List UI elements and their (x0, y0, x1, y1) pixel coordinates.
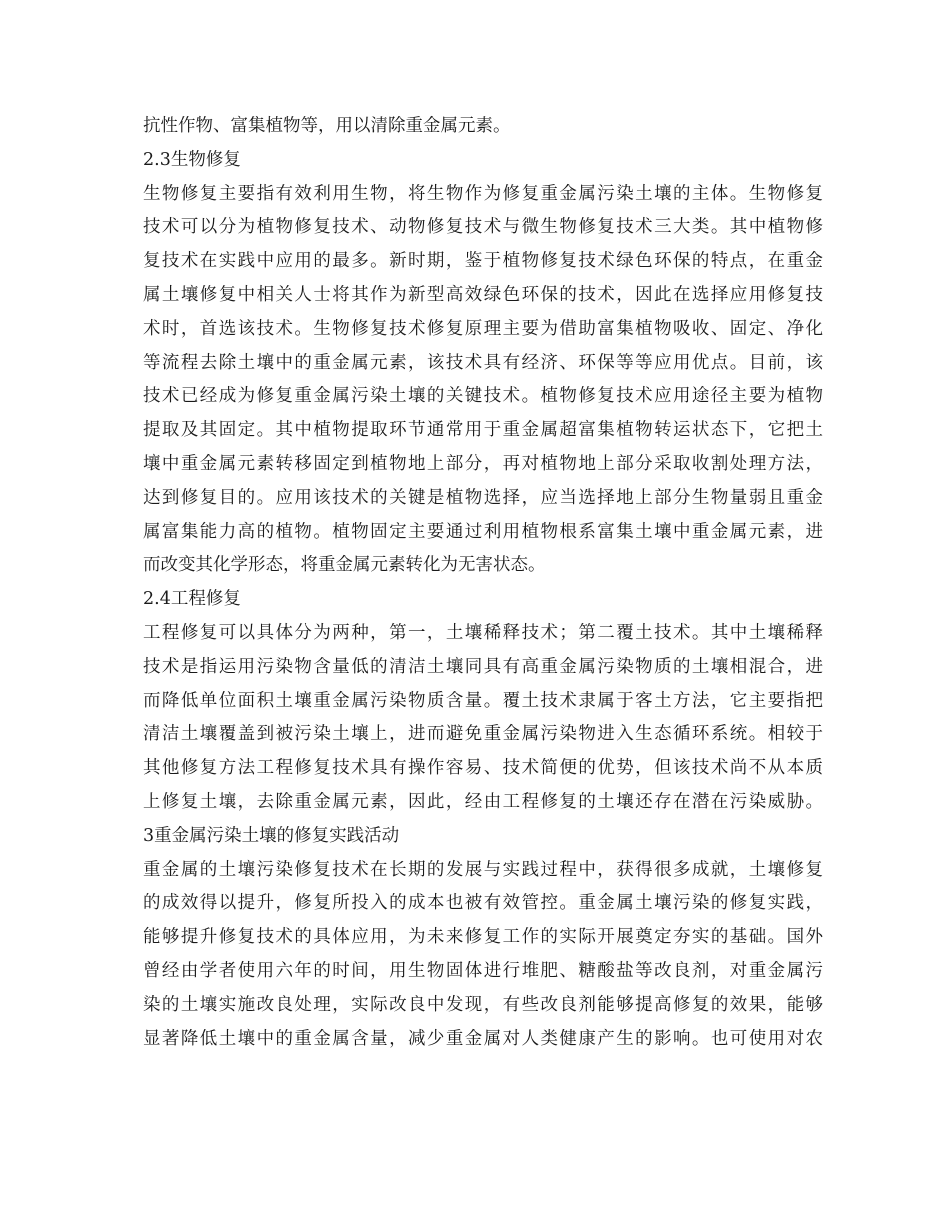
text-line: 技术是指运用污染物含量低的清洁土壤同具有高重金属污染物质的土壤相混合，进 (143, 656, 823, 677)
text-line: 显著降低土壤中的重金属含量，减少重金属对人类健康产生的影响。也可使用对农 (143, 1028, 823, 1049)
section-heading-3: 3重金属污染土壤的修复实践活动 (143, 825, 400, 846)
document-body (143, 110, 823, 1056)
text-line: 复技术在实践中应用的最多。新时期，鉴于植物修复技术绿色环保的特点，在重金 (143, 251, 823, 272)
text-line: 提取及其固定。其中植物提取环节通常用于重金属超富集植物转运状态下，它把土 (143, 420, 823, 441)
text-line: 而降低单位面积土壤重金属污染物质含量。覆土技术隶属于客土方法，它主要指把 (143, 690, 823, 711)
text-line: 染的土壤实施改良处理，实际改良中发现，有些改良剂能够提高修复的效果，能够 (143, 994, 823, 1015)
section-heading-2-3: 2.3生物修复 (143, 149, 241, 170)
text-line: 属富集能力高的植物。植物固定主要通过利用植物根系富集土壤中重金属元素，进 (143, 521, 823, 542)
text-line: 能够提升修复技术的具体应用，为未来修复工作的实际开展奠定夯实的基础。国外 (143, 927, 823, 948)
text-line: 术时，首选该技术。生物修复技术修复原理主要为借助富集植物吸收、固定、净化 (143, 318, 823, 339)
text-line: 达到修复目的。应用该技术的关键是植物选择，应当选择地上部分生物量弱且重金 (143, 487, 823, 508)
text-line: 曾经由学者使用六年的时间，用生物固体进行堆肥、糖酸盐等改良剂，对重金属污 (143, 960, 823, 981)
text-line: 的成效得以提升，修复所投入的成本也被有效管控。重金属土壤污染的修复实践， (143, 893, 823, 914)
section-heading-2-4: 2.4工程修复 (143, 589, 241, 610)
text-line: 技术可以分为植物修复技术、动物修复技术与微生物修复技术三大类。其中植物修 (143, 217, 823, 238)
text-line: 上修复土壤，去除重金属元素，因此，经由工程修复的土壤还存在潜在污染威胁。 (143, 791, 823, 812)
text-line: 等流程去除土壤中的重金属元素，该技术具有经济、环保等等应用优点。目前，该 (143, 352, 823, 373)
text-line: 生物修复主要指有效利用生物，将生物作为修复重金属污染土壤的主体。生物修复 (143, 183, 823, 204)
text-line: 清洁土壤覆盖到被污染土壤上，进而避免重金属污染物进入生态循环系统。相较于 (143, 724, 823, 745)
text-line: 工程修复可以具体分为两种，第一，土壤稀释技术；第二覆土技术。其中土壤稀释 (143, 622, 823, 643)
text-line: 属土壤修复中相关人士将其作为新型高效绿色环保的技术，因此在选择应用修复技 (143, 284, 823, 305)
text-line: 其他修复方法工程修复技术具有操作容易、技术简便的优势，但该技术尚不从本质 (143, 758, 823, 779)
text-line: 重金属的土壤污染修复技术在长期的发展与实践过程中，获得很多成就，土壤修复 (143, 859, 823, 880)
text-line: 抗性作物、富集植物等，用以清除重金属元素。 (143, 116, 511, 136)
text-line: 壤中重金属元素转移固定到植物地上部分，再对植物地上部分采取收割处理方法， (143, 453, 823, 474)
text-line: 而改变其化学形态，将重金属元素转化为无害状态。 (143, 555, 546, 576)
text-line: 技术已经成为修复重金属污染土壤的关键技术。植物修复技术应用途径主要为植物 (143, 386, 823, 407)
